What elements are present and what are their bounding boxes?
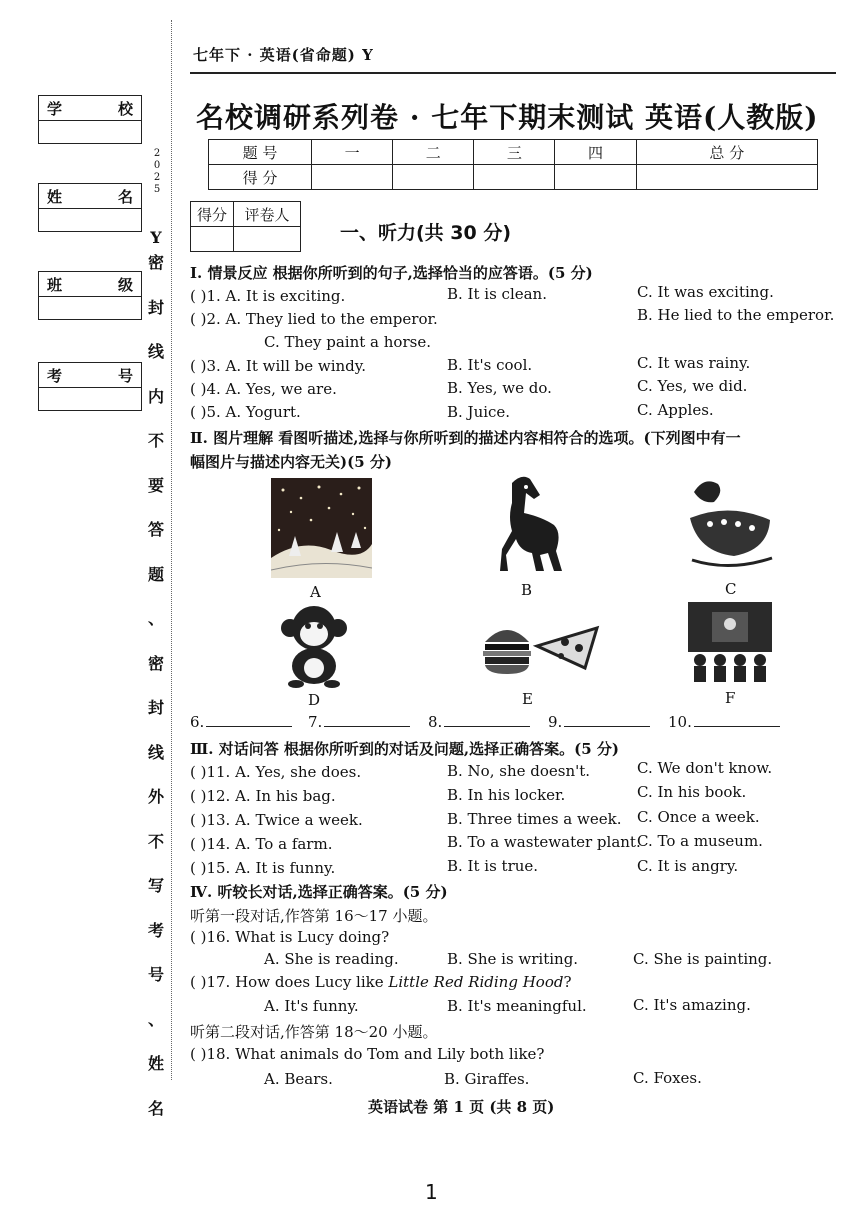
option-a: A. She is reading. [264, 950, 399, 968]
picture-label: D [308, 691, 321, 709]
option-b: B. It's cool. [447, 356, 533, 374]
option-c: C. It is angry. [637, 857, 739, 875]
option-c: C. Foxes. [633, 1069, 702, 1087]
answer-blank-8[interactable]: 8. [428, 713, 530, 731]
question-12: ( )12. A. In his bag. [190, 787, 336, 805]
box-label: 班 [47, 275, 63, 294]
page-footer: 英语试卷 第 1 页 (共 8 页) [368, 1098, 555, 1116]
vertical-char: 题 [147, 564, 164, 584]
option-c: C. She is painting. [633, 950, 773, 968]
score-table-row [209, 140, 818, 165]
vertical-char: 密 [147, 253, 164, 272]
score-cell: 一 [312, 140, 393, 165]
option-b: B. He lied to the emperor. [637, 306, 835, 324]
question-15: ( )15. A. It is funny. [190, 859, 336, 877]
year-digit: 0 [153, 160, 161, 171]
option-b: B. It's meaningful. [447, 997, 587, 1015]
answer-blank-10[interactable]: 10. [668, 713, 780, 731]
box-label: 校 [117, 99, 133, 118]
picture-label: C [725, 580, 737, 598]
exam-number-field[interactable] [39, 388, 141, 410]
score-cell: 题 号 [209, 140, 312, 165]
option-b: B. It is true. [447, 857, 539, 875]
dialogue-2-note: 听第二段对话,作答第 18～20 小题。 [190, 1023, 438, 1041]
question-13: ( )13. A. Twice a week. [190, 811, 363, 829]
score-cell[interactable] [474, 165, 555, 190]
option-b: B. Giraffes. [444, 1070, 530, 1088]
picture-label: F [725, 689, 736, 707]
school-field[interactable] [39, 121, 141, 143]
box-label: 号 [117, 366, 133, 385]
score-cell: 四 [555, 140, 636, 165]
book-title: Little Red Riding Hood [388, 973, 564, 991]
option-c: C. Once a week. [637, 808, 760, 826]
header-label: 七年下 · 英语(省命题) Y [193, 46, 374, 64]
page-title: 名校调研系列卷 · 七年下期末测试 英语(人教版) [196, 101, 819, 134]
page-number: 1 [425, 1180, 438, 1204]
option-c: C. It was rainy. [637, 354, 751, 372]
answer-blank-6[interactable]: 6. [190, 713, 292, 731]
score-cell[interactable] [393, 165, 474, 190]
vertical-char: 要 [147, 475, 164, 495]
option-b: B. Three times a week. [447, 810, 622, 828]
grade-field[interactable] [191, 227, 234, 252]
vertical-char: 封 [147, 698, 164, 717]
seal-dotted-line [171, 20, 172, 1080]
score-cell: 总 分 [636, 140, 817, 165]
horse-icon [482, 473, 568, 575]
vertical-char: 答 [147, 520, 164, 539]
grader-box [190, 201, 301, 252]
section-title: 一、听力(共 30 分) [340, 222, 512, 244]
vertical-char: 不 [147, 831, 164, 851]
vertical-char: Y [150, 228, 162, 247]
score-cell[interactable] [312, 165, 393, 190]
option-c: C. It was exciting. [637, 283, 774, 301]
answer-blank-7[interactable]: 7. [308, 713, 410, 731]
vertical-char: 考 [147, 920, 164, 940]
option-c: C. It's amazing. [633, 996, 751, 1014]
name-box [38, 183, 142, 232]
option-a: A. Bears. [264, 1070, 333, 1088]
vertical-char: 内 [147, 386, 164, 406]
part3-heading: Ⅲ. 对话问答 根据你所听到的对话及问题,选择正确答案。(5 分) [190, 740, 620, 758]
year-digit: 2 [153, 148, 161, 159]
question-2: ( )2. A. They lied to the emperor. [190, 310, 438, 328]
header-rule [190, 72, 836, 74]
vertical-char: 、 [147, 609, 164, 628]
option-c: C. They paint a horse. [264, 333, 431, 351]
score-cell: 二 [393, 140, 474, 165]
night-village-picture-icon [271, 478, 372, 578]
class-box [38, 271, 142, 320]
dialogue-1-note: 听第一段对话,作答第 16～17 小题。 [190, 907, 438, 925]
vertical-char: 不 [147, 431, 164, 450]
part2-heading: Ⅱ. 图片理解 看图听描述,选择与你所听到的描述内容相符合的选项。(下列图中有一 [190, 429, 741, 447]
question-11: ( )11. A. Yes, she does. [190, 763, 362, 781]
dragon-boat-icon [684, 472, 776, 572]
vertical-char: 线 [147, 342, 164, 361]
option-c: C. Yes, we did. [637, 377, 748, 395]
vertical-char: 名 [147, 1098, 164, 1118]
grader-label: 评卷人 [234, 202, 301, 227]
box-label: 级 [117, 275, 133, 294]
puppet-show-icon [688, 602, 772, 686]
picture-label: A [310, 583, 321, 601]
score-cell[interactable] [636, 165, 817, 190]
option-b: B. Yes, we do. [447, 379, 552, 397]
vertical-char: 写 [147, 876, 164, 895]
question-5: ( )5. A. Yogurt. [190, 403, 301, 421]
score-cell: 得 分 [209, 165, 312, 190]
option-b: B. No, she doesn't. [447, 762, 591, 780]
score-cell: 三 [474, 140, 555, 165]
option-b: B. It is clean. [447, 285, 547, 303]
exam-number-box [38, 362, 142, 411]
question-18: ( )18. What animals do Tom and Lily both like? [190, 1045, 545, 1063]
vertical-char: 姓 [147, 1054, 164, 1073]
option-a: A. It's funny. [264, 997, 359, 1015]
answer-blank-9[interactable]: 9. [548, 713, 650, 731]
option-c: C. We don't know. [637, 759, 773, 777]
option-b: B. To a wastewater plant. [447, 833, 641, 851]
score-cell[interactable] [555, 165, 636, 190]
option-c: C. To a museum. [637, 832, 763, 850]
year-digit: 2 [153, 172, 161, 183]
grade-label: 得分 [191, 202, 234, 227]
year-digit: 5 [153, 184, 161, 195]
question-3: ( )3. A. It will be windy. [190, 357, 367, 375]
burger-pizza-icon [481, 618, 601, 676]
picture-label: E [522, 690, 533, 708]
score-table-row [209, 165, 818, 190]
part4-heading: Ⅳ. 听较长对话,选择正确答案。(5 分) [190, 883, 448, 901]
name-field[interactable] [39, 209, 141, 231]
part2-heading-cont: 幅图片与描述内容无关)(5 分) [190, 453, 392, 471]
option-b: B. Juice. [447, 403, 511, 421]
vertical-char: 号 [147, 965, 164, 984]
question-16: ( )16. What is Lucy doing? [190, 928, 390, 946]
question-1: ( )1. A. It is exciting. [190, 287, 346, 305]
box-label: 姓 [47, 187, 63, 206]
option-b: B. In his locker. [447, 786, 566, 804]
vertical-char: 线 [147, 742, 164, 762]
school-box [38, 95, 142, 144]
question-14: ( )14. A. To a farm. [190, 835, 333, 853]
vertical-char: 密 [147, 653, 164, 673]
vertical-char: 、 [147, 1009, 164, 1029]
box-label: 名 [117, 187, 133, 206]
vertical-char: 外 [147, 787, 164, 806]
vertical-char: 封 [147, 297, 164, 317]
option-b: B. She is writing. [447, 950, 579, 968]
seal-line-notice [145, 226, 167, 1141]
box-label: 考 [47, 366, 63, 385]
option-c: C. In his book. [637, 783, 747, 801]
question-17: ( )17. How does Lucy like Little Red Riding Hood? [190, 973, 572, 991]
monkey-icon [278, 602, 350, 688]
box-label: 学 [47, 99, 63, 118]
part1-heading: Ⅰ. 情景反应 根据你所听到的句子,选择恰当的应答语。(5 分) [190, 264, 593, 282]
question-4: ( )4. A. Yes, we are. [190, 380, 337, 398]
picture-label: B [521, 581, 533, 599]
year-vertical [152, 148, 162, 196]
option-c: C. Apples. [637, 401, 714, 419]
grader-field[interactable] [234, 227, 301, 252]
score-table [208, 139, 818, 190]
class-field[interactable] [39, 297, 141, 319]
